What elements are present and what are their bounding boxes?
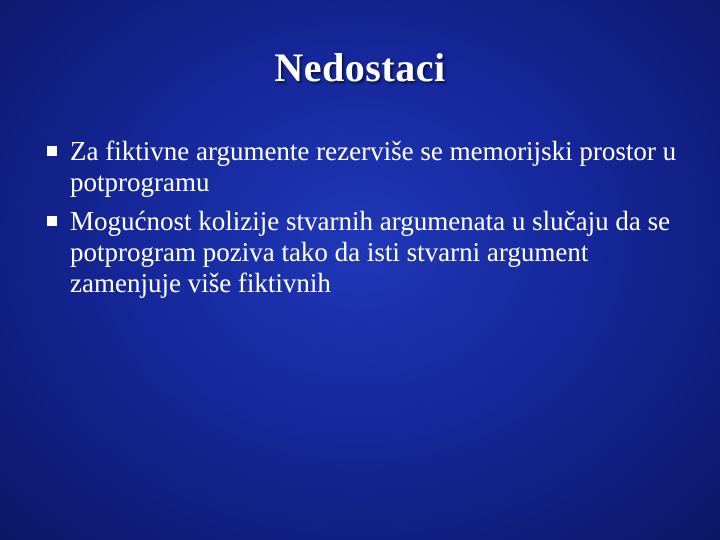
slide-title: Nedostaci (274, 45, 446, 90)
bullet-text: Mogućnost kolizije stvarnih argumenata u slučaju da se potprogram poziva tako da isti stvarni argument zamenjuje više fiktivnih (70, 206, 671, 298)
bullet-item (46, 136, 686, 198)
bullet-item (46, 206, 686, 299)
bullet-text: Za fiktivne argumente rezerviše se memorijski prostor u potprogramu (70, 136, 677, 197)
square-bullet-icon (47, 216, 57, 226)
bullet-list (46, 136, 686, 307)
square-bullet-icon (47, 146, 57, 156)
